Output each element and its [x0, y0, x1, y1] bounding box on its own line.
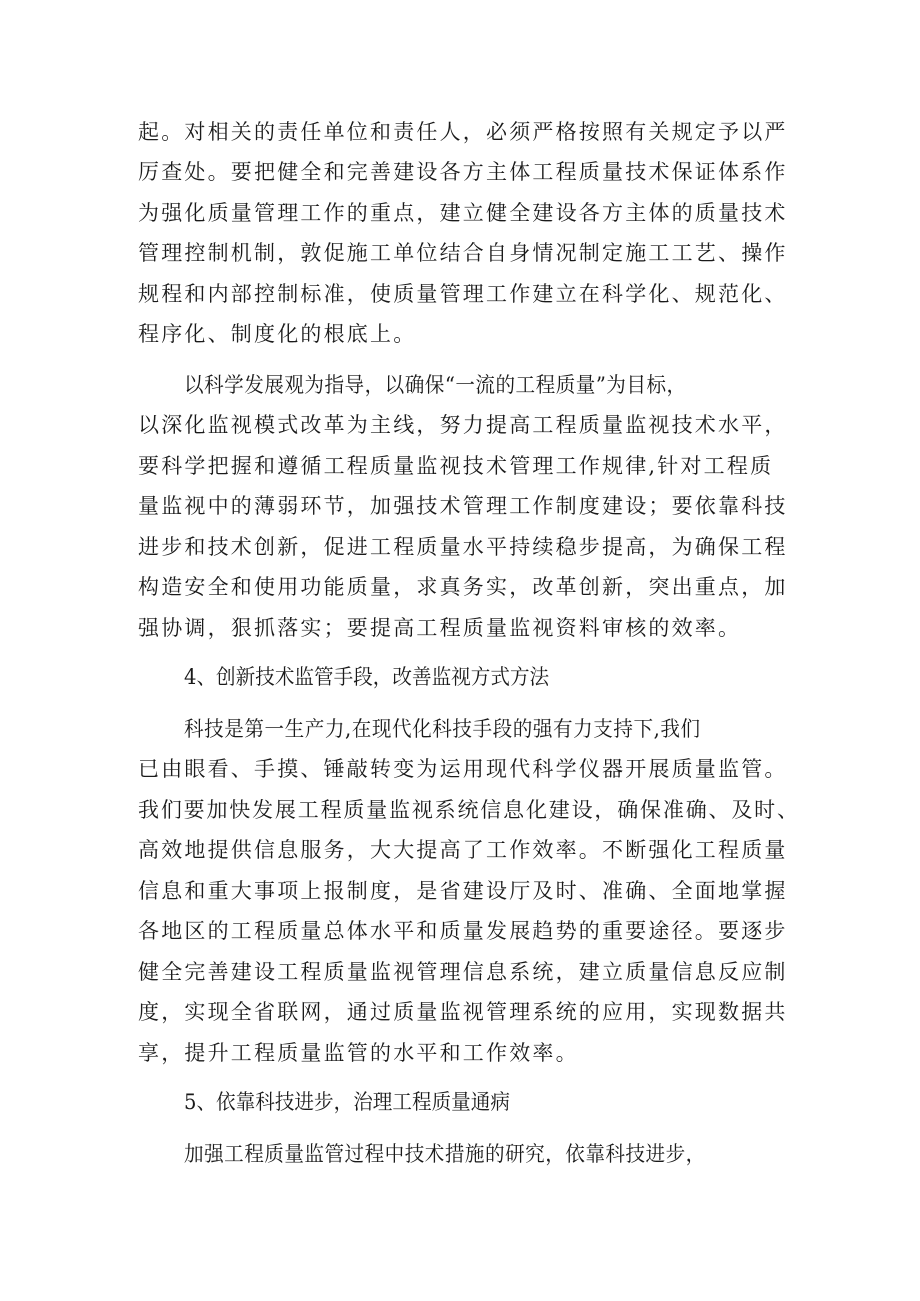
section-heading-5: 5、依靠科技进步，治理工程质量通病: [184, 1090, 510, 1114]
paragraph-line: 加强工程质量监管过程中技术措施的研究，依靠科技进步，: [184, 1142, 706, 1166]
paragraph-line: 信息和重大事项上报制度，是省建设厅及时、准确、全面地掌握: [138, 879, 788, 903]
section-heading-4: 4、创新技术监管手段，改善监视方式方法: [184, 665, 550, 689]
paragraph-line: 起。对相关的责任单位和责任人，必须严格按照有关规定予以严: [138, 120, 788, 144]
paragraph-line: 构造安全和使用功能质量，求真务实，改革创新，突出重点，加: [138, 575, 788, 599]
paragraph-line: 各地区的工程质量总体水平和质量发展趋势的重要途径。要逐步: [138, 919, 788, 943]
paragraph-line: 健全完善建设工程质量监视管理信息系统，建立质量信息反应制: [138, 960, 788, 984]
paragraph-line: 要科学把握和遵循工程质量监视技术管理工作规律,针对工程质: [138, 454, 774, 478]
paragraph-line: 享，提升工程质量监管的水平和工作效率。: [138, 1041, 579, 1065]
paragraph-line: 强协调，狠抓落实；要提高工程质量监视资料审核的效率。: [138, 616, 742, 640]
paragraph-line: 规程和内部控制标准，使质量管理工作建立在科学化、规范化、: [138, 282, 788, 306]
paragraph-line: 高效地提供信息服务，大大提高了工作效率。不断强化工程质量: [138, 838, 788, 862]
paragraph-line: 已由眼看、手摸、锤敲转变为运用现代科学仪器开展质量监管。: [138, 757, 788, 781]
paragraph-line: 科技是第一生产力,在现代化科技手段的强有力支持下,我们: [184, 717, 701, 741]
paragraph-line: 以科学发展观为指导，以确保“一流的工程质量”为目标，: [184, 373, 687, 397]
paragraph-line: 管理控制机制，敦促施工单位结合自身情况制定施工工艺、操作: [138, 241, 788, 265]
paragraph-line: 度，实现全省联网，通过质量监视管理系统的应用，实现数据共: [138, 1000, 788, 1024]
paragraph-line: 我们要加快发展工程质量监视系统信息化建设，确保准确、及时、: [138, 798, 800, 822]
paragraph-line: 进步和技术创新，促进工程质量水平持续稳步提高，为确保工程: [138, 535, 788, 559]
paragraph-line: 为强化质量管理工作的重点，建立健全建设各方主体的质量技术: [138, 201, 788, 225]
paragraph-line: 量监视中的薄弱环节，加强技术管理工作制度建设；要依靠科技: [138, 494, 788, 518]
paragraph-line: 程序化、制度化的根底上。: [138, 322, 417, 346]
paragraph-line: 厉查处。要把健全和完善建设各方主体工程质量技术保证体系作: [138, 160, 788, 184]
paragraph-line: 以深化监视模式改革为主线，努力提高工程质量监视技术水平，: [138, 413, 788, 437]
